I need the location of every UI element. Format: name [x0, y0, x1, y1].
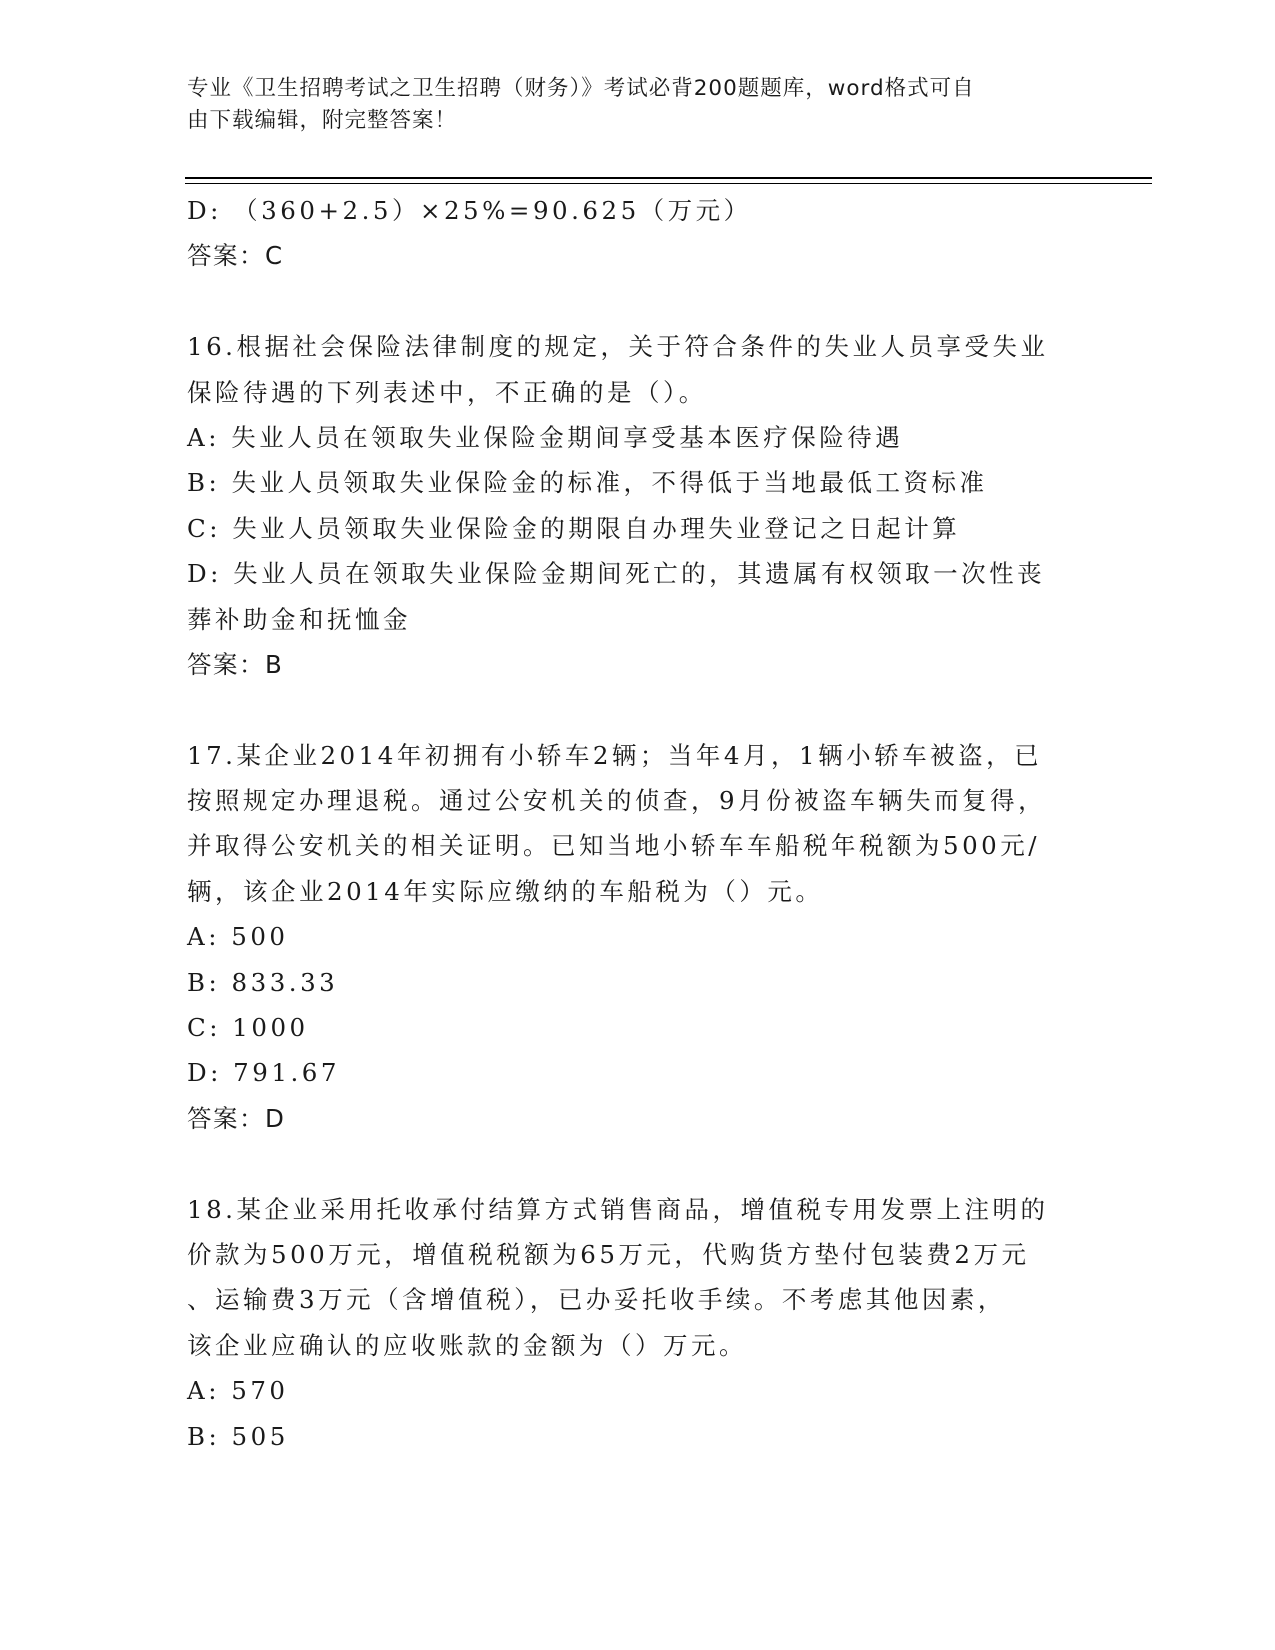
question-16 — [187, 324, 1087, 687]
option-b: B: 失业人员领取失业保险金的标准，不得低于当地最低工资标准 — [187, 468, 988, 498]
spacer — [187, 687, 1087, 732]
question-stem-line: 该企业应确认的应收账款的金额为（）万元。 — [187, 1330, 747, 1360]
header-line-1: 专业《卫生招聘考试之卫生招聘（财务）》考试必背200题题库，word格式可自 — [187, 76, 975, 101]
option-a: A: 失业人员在领取失业保险金期间享受基本医疗保险待遇 — [187, 422, 904, 452]
document-body — [187, 188, 1087, 1459]
header-divider-thick — [185, 177, 1152, 179]
option-d: D: 失业人员在领取失业保险金期间死亡的，其遗属有权领取一次性丧 — [187, 559, 1046, 589]
option-a: A: 570 — [187, 1376, 289, 1406]
option-d-continued: 葬补助金和抚恤金 — [187, 604, 411, 634]
spacer — [187, 1141, 1087, 1186]
question-stem-line: 18.某企业采用托收承付结算方式销售商品，增值税专用发票上注明的 — [187, 1194, 1049, 1224]
option-c: C: 1000 — [187, 1013, 309, 1043]
previous-option-d: D: （360+2.5）×25%=90.625（万元） — [187, 196, 752, 225]
question-stem-line: 辆，该企业2014年实际应缴纳的车船税为（）元。 — [187, 876, 824, 906]
option-b: B: 833.33 — [187, 967, 339, 997]
header-line-2: 由下载编辑，附完整答案！ — [187, 108, 458, 133]
question-stem-line: 17.某企业2014年初拥有小轿车2辆；当年4月，1辆小轿车被盗，已 — [187, 740, 1043, 770]
option-a: A: 500 — [187, 922, 289, 952]
question-stem-line: 保险待遇的下列表述中，不正确的是（）。 — [187, 377, 707, 407]
question-stem-line: 、运输费3万元（含增值税），已办妥托收手续。不考虑其他因素， — [187, 1285, 1006, 1315]
question-stem-line: 按照规定办理退税。通过公安机关的侦查，9月份被盗车辆失而复得， — [187, 786, 1047, 816]
option-b: B: 505 — [187, 1421, 289, 1451]
header-divider-thin — [185, 183, 1152, 184]
question-17 — [187, 733, 1087, 1142]
spacer — [187, 279, 1087, 324]
question-stem-line: 价款为500万元，增值税税额为65万元，代购货方垫付包装费2万元 — [187, 1239, 1030, 1269]
question-stem-line: 16.根据社会保险法律制度的规定，关于符合条件的失业人员享受失业 — [187, 332, 1049, 362]
answer: 答案：D — [187, 1103, 286, 1133]
question-stem-line: 并取得公安机关的相关证明。已知当地小轿车车船税年税额为500元/ — [187, 831, 1041, 861]
option-c: C: 失业人员领取失业保险金的期限自办理失业登记之日起计算 — [187, 513, 961, 543]
answer: 答案：B — [187, 649, 284, 679]
previous-answer: 答案：C — [187, 241, 284, 271]
option-d: D: 791.67 — [187, 1058, 340, 1088]
question-18 — [187, 1187, 1087, 1459]
document-header — [187, 73, 1067, 137]
